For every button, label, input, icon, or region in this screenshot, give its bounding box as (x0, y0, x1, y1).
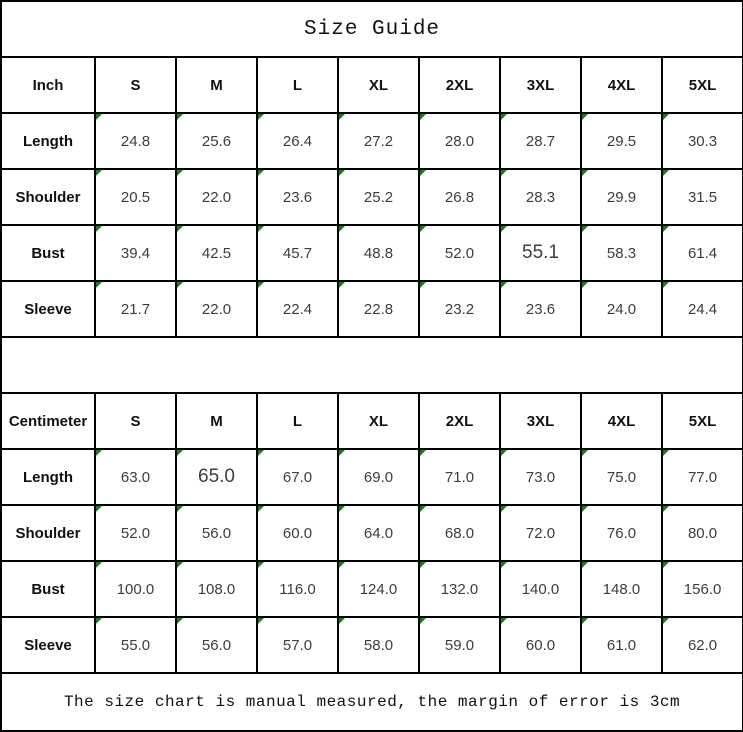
cell-flag-icon (420, 506, 426, 512)
value-text: 23.2 (444, 300, 475, 318)
value-cell (338, 113, 419, 169)
value-text: 60.0 (282, 524, 313, 542)
size-header-cell: 3XL (500, 57, 581, 113)
value-text: 156.0 (683, 580, 722, 598)
cell-flag-icon (339, 226, 345, 232)
value-text: 71.0 (444, 468, 475, 486)
value-cell (581, 113, 662, 169)
value-cell (176, 281, 257, 337)
size-header-cell: M (176, 393, 257, 449)
size-header-row (1, 57, 743, 113)
value-cell (257, 449, 338, 505)
value-cell (581, 225, 662, 281)
value-text: 67.0 (282, 468, 313, 486)
page-title: Size Guide (1, 1, 743, 57)
cell-flag-icon (258, 450, 264, 456)
value-cell (419, 561, 500, 617)
value-cell (500, 505, 581, 561)
value-text: 23.6 (282, 188, 313, 206)
value-text: 30.3 (687, 132, 718, 150)
cell-flag-icon (663, 114, 669, 120)
value-text: 29.9 (606, 188, 637, 206)
value-cell (176, 169, 257, 225)
value-cell (581, 505, 662, 561)
value-cell (95, 169, 176, 225)
value-text: 58.0 (363, 636, 394, 654)
cell-flag-icon (258, 618, 264, 624)
measurement-row (1, 561, 743, 617)
value-text: 148.0 (602, 580, 641, 598)
cell-flag-icon (582, 226, 588, 232)
value-cell (95, 281, 176, 337)
value-text: 62.0 (687, 636, 718, 654)
cell-flag-icon (663, 170, 669, 176)
unit-header-cell: Centimeter (1, 393, 95, 449)
cell-flag-icon (96, 114, 102, 120)
value-cell (257, 617, 338, 673)
cell-flag-icon (663, 618, 669, 624)
inch-table-body (1, 57, 743, 337)
measure-label-cell: Length (1, 113, 95, 169)
size-header-cell: XL (338, 57, 419, 113)
cell-flag-icon (582, 282, 588, 288)
value-text: 52.0 (444, 244, 475, 262)
value-cell (257, 505, 338, 561)
value-cell (662, 225, 743, 281)
footer-note: The size chart is manual measured, the margin of error is 3cm (1, 673, 743, 731)
size-header-cell: S (95, 57, 176, 113)
value-cell (500, 561, 581, 617)
value-text: 52.0 (120, 524, 151, 542)
size-header-cell: 5XL (662, 57, 743, 113)
measurement-row (1, 113, 743, 169)
cell-flag-icon (258, 562, 264, 568)
cell-flag-icon (339, 170, 345, 176)
value-text: 60.0 (525, 636, 556, 654)
value-text: 61.4 (687, 244, 718, 262)
cell-flag-icon (663, 506, 669, 512)
value-cell (419, 505, 500, 561)
value-cell (500, 113, 581, 169)
cell-flag-icon (96, 618, 102, 624)
size-header-cell: 3XL (500, 393, 581, 449)
cell-flag-icon (420, 450, 426, 456)
cell-flag-icon (177, 282, 183, 288)
value-cell (95, 505, 176, 561)
cell-flag-icon (96, 282, 102, 288)
value-cell (662, 449, 743, 505)
cell-flag-icon (96, 450, 102, 456)
value-cell (500, 617, 581, 673)
cell-flag-icon (339, 618, 345, 624)
cell-flag-icon (663, 450, 669, 456)
cell-flag-icon (177, 506, 183, 512)
cell-flag-icon (177, 170, 183, 176)
cell-flag-icon (339, 282, 345, 288)
value-cell (176, 561, 257, 617)
value-cell (338, 169, 419, 225)
footer-section (1, 673, 743, 731)
value-text: 23.6 (525, 300, 556, 318)
size-header-cell: 2XL (419, 393, 500, 449)
value-text: 140.0 (521, 580, 560, 598)
cell-flag-icon (339, 506, 345, 512)
title-section (1, 1, 743, 57)
cell-flag-icon (258, 282, 264, 288)
value-cell (257, 281, 338, 337)
size-header-cell: 4XL (581, 57, 662, 113)
value-cell (662, 281, 743, 337)
value-text: 25.6 (201, 132, 232, 150)
measure-label-cell: Shoulder (1, 169, 95, 225)
value-text: 22.0 (201, 188, 232, 206)
value-text: 24.4 (687, 300, 718, 318)
value-cell (662, 169, 743, 225)
cell-flag-icon (501, 170, 507, 176)
value-text: 21.7 (120, 300, 151, 318)
cell-flag-icon (177, 562, 183, 568)
value-text: 28.0 (444, 132, 475, 150)
value-text: 24.0 (606, 300, 637, 318)
value-text: 22.0 (201, 300, 232, 318)
cell-flag-icon (420, 114, 426, 120)
value-text: 75.0 (606, 468, 637, 486)
value-cell (338, 281, 419, 337)
size-header-row (1, 393, 743, 449)
cell-flag-icon (420, 618, 426, 624)
spacer-row (1, 337, 743, 393)
value-cell (419, 225, 500, 281)
value-cell (338, 505, 419, 561)
cell-flag-icon (339, 450, 345, 456)
value-text: 55.1 (522, 242, 559, 263)
size-header-cell: XL (338, 393, 419, 449)
title-row (1, 1, 743, 57)
value-text: 124.0 (359, 580, 398, 598)
value-cell (581, 169, 662, 225)
cell-flag-icon (501, 506, 507, 512)
value-text: 26.8 (444, 188, 475, 206)
value-text: 132.0 (440, 580, 479, 598)
value-text: 58.3 (606, 244, 637, 262)
value-cell (95, 561, 176, 617)
value-text: 55.0 (120, 636, 151, 654)
cell-flag-icon (96, 170, 102, 176)
measurement-row (1, 169, 743, 225)
cell-flag-icon (420, 562, 426, 568)
value-cell (338, 225, 419, 281)
size-header-cell: 5XL (662, 393, 743, 449)
value-cell (95, 225, 176, 281)
value-cell (419, 113, 500, 169)
value-cell (662, 617, 743, 673)
value-cell (500, 449, 581, 505)
value-text: 31.5 (687, 188, 718, 206)
value-text: 65.0 (198, 466, 235, 487)
size-header-cell: S (95, 393, 176, 449)
value-text: 80.0 (687, 524, 718, 542)
value-cell (419, 169, 500, 225)
size-header-cell: M (176, 57, 257, 113)
value-cell (257, 561, 338, 617)
cell-flag-icon (501, 114, 507, 120)
value-text: 25.2 (363, 188, 394, 206)
cell-flag-icon (258, 114, 264, 120)
measurement-row (1, 617, 743, 673)
value-text: 72.0 (525, 524, 556, 542)
measure-label-cell: Bust (1, 225, 95, 281)
value-text: 20.5 (120, 188, 151, 206)
measurement-row (1, 449, 743, 505)
value-text: 77.0 (687, 468, 718, 486)
measure-label-cell: Bust (1, 561, 95, 617)
cell-flag-icon (177, 226, 183, 232)
value-text: 59.0 (444, 636, 475, 654)
cell-flag-icon (582, 618, 588, 624)
value-text: 28.7 (525, 132, 556, 150)
value-text: 48.8 (363, 244, 394, 262)
value-text: 39.4 (120, 244, 151, 262)
value-cell (581, 281, 662, 337)
cell-flag-icon (501, 618, 507, 624)
spacer-cell (1, 337, 743, 393)
value-text: 22.4 (282, 300, 313, 318)
value-cell (500, 281, 581, 337)
size-header-cell: 4XL (581, 393, 662, 449)
cell-flag-icon (663, 282, 669, 288)
cell-flag-icon (258, 170, 264, 176)
centimeter-table-body (1, 393, 743, 673)
value-cell (95, 449, 176, 505)
value-cell (500, 225, 581, 281)
value-text: 64.0 (363, 524, 394, 542)
footer-row (1, 673, 743, 731)
cell-flag-icon (339, 114, 345, 120)
measure-label-cell: Sleeve (1, 281, 95, 337)
value-cell (257, 169, 338, 225)
cell-flag-icon (177, 114, 183, 120)
value-cell (176, 505, 257, 561)
value-text: 69.0 (363, 468, 394, 486)
value-text: 28.3 (525, 188, 556, 206)
value-cell (176, 225, 257, 281)
value-text: 57.0 (282, 636, 313, 654)
cell-flag-icon (501, 562, 507, 568)
value-cell (338, 617, 419, 673)
cell-flag-icon (420, 170, 426, 176)
cell-flag-icon (501, 282, 507, 288)
value-text: 26.4 (282, 132, 313, 150)
cell-flag-icon (339, 562, 345, 568)
cell-flag-icon (582, 506, 588, 512)
measurement-row (1, 225, 743, 281)
value-cell (419, 281, 500, 337)
value-text: 73.0 (525, 468, 556, 486)
cell-flag-icon (420, 282, 426, 288)
cell-flag-icon (177, 618, 183, 624)
value-cell (419, 449, 500, 505)
value-cell (662, 505, 743, 561)
cell-flag-icon (501, 450, 507, 456)
value-text: 45.7 (282, 244, 313, 262)
value-text: 22.8 (363, 300, 394, 318)
cell-flag-icon (582, 114, 588, 120)
cell-flag-icon (582, 562, 588, 568)
cell-flag-icon (582, 170, 588, 176)
unit-header-cell: Inch (1, 57, 95, 113)
value-text: 56.0 (201, 636, 232, 654)
value-text: 27.2 (363, 132, 394, 150)
value-cell (338, 561, 419, 617)
size-header-cell: 2XL (419, 57, 500, 113)
measurement-row (1, 281, 743, 337)
cell-flag-icon (96, 562, 102, 568)
measurement-row (1, 505, 743, 561)
measure-label-cell: Length (1, 449, 95, 505)
value-cell (662, 561, 743, 617)
cell-flag-icon (663, 226, 669, 232)
value-text: 61.0 (606, 636, 637, 654)
value-cell (257, 225, 338, 281)
value-text: 29.5 (606, 132, 637, 150)
cell-flag-icon (258, 506, 264, 512)
value-cell (581, 449, 662, 505)
cell-flag-icon (96, 226, 102, 232)
value-cell (95, 617, 176, 673)
value-text: 42.5 (201, 244, 232, 262)
value-text: 100.0 (116, 580, 155, 598)
value-cell (662, 113, 743, 169)
value-text: 68.0 (444, 524, 475, 542)
value-cell (176, 617, 257, 673)
value-cell (176, 449, 257, 505)
value-cell (581, 617, 662, 673)
size-header-cell: L (257, 57, 338, 113)
measure-label-cell: Sleeve (1, 617, 95, 673)
value-cell (95, 113, 176, 169)
value-text: 76.0 (606, 524, 637, 542)
cell-flag-icon (177, 450, 183, 456)
value-text: 116.0 (279, 580, 316, 598)
cell-flag-icon (420, 226, 426, 232)
size-header-cell: L (257, 393, 338, 449)
value-text: 56.0 (201, 524, 232, 542)
value-cell (257, 113, 338, 169)
cell-flag-icon (96, 506, 102, 512)
cell-flag-icon (501, 226, 507, 232)
gap-section (1, 337, 743, 393)
cell-flag-icon (663, 562, 669, 568)
value-cell (500, 169, 581, 225)
value-cell (338, 449, 419, 505)
value-text: 63.0 (120, 468, 151, 486)
value-cell (419, 617, 500, 673)
cell-flag-icon (258, 226, 264, 232)
value-cell (581, 561, 662, 617)
value-text: 108.0 (197, 580, 236, 598)
value-cell (176, 113, 257, 169)
measure-label-cell: Shoulder (1, 505, 95, 561)
value-text: 24.8 (120, 132, 151, 150)
cell-flag-icon (582, 450, 588, 456)
